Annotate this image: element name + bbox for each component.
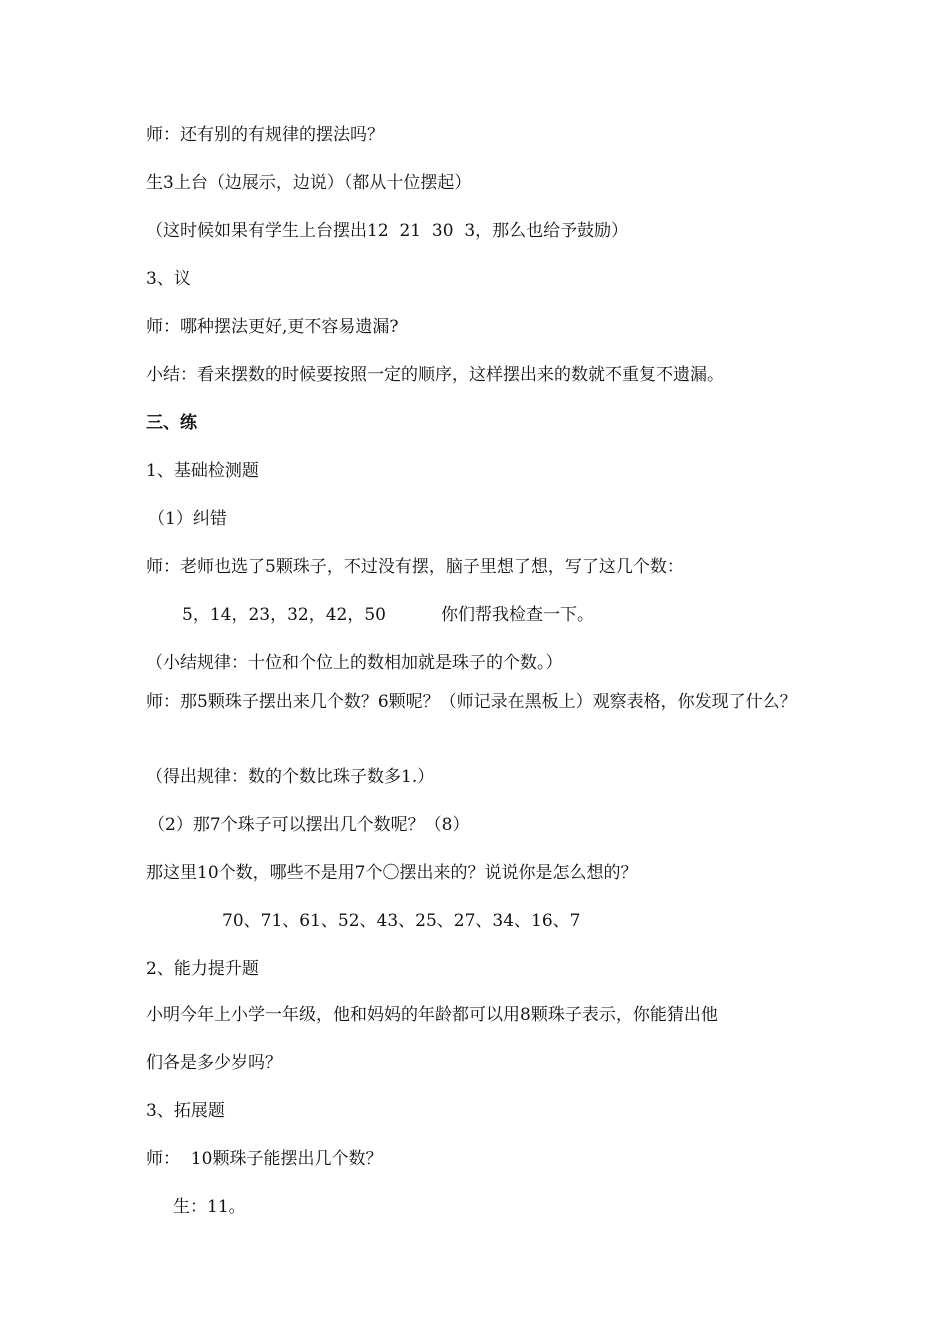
- section-practice-heading: 三、练: [146, 413, 197, 433]
- ability-heading: 2、能力提升题: [146, 959, 259, 979]
- encouragement-note: （这时候如果有学生上台摆出12 21 30 3，那么也给予鼓励）: [146, 221, 629, 241]
- teacher-five-beads: 师：老师也选了5颗珠子，不过没有摆，脑子里想了想，写了这几个数：: [146, 557, 684, 577]
- summary-digit-sum: （小结规律：十位和个位上的数相加就是珠子的个数。）: [146, 653, 563, 673]
- student-3-demonstration: 生3上台（边展示，边说）（都从十位摆起）: [146, 173, 472, 193]
- seven-beads-question: （2）那7个珠子可以摆出几个数呢？（8）: [148, 815, 470, 835]
- extension-heading: 3、拓展题: [146, 1101, 225, 1121]
- error-correction-heading: （1）纠错: [148, 509, 227, 529]
- xiaoming-problem-line-1: 小明今年上小学一年级，他和妈妈的年龄都可以用8颗珠子表示，你能猜出他: [146, 1005, 718, 1025]
- teacher-question-other-patterns: 师：还有别的有规律的摆法吗？: [146, 125, 384, 145]
- check-prompt: 你们帮我检查一下。: [441, 605, 594, 625]
- xiaoming-problem-line-2: 们各是多少岁吗？: [146, 1053, 282, 1073]
- ten-numbers-list: 70、71、61、52、43、25、27、34、16、7: [222, 911, 581, 931]
- section-discuss-heading: 3、议: [146, 269, 191, 289]
- basic-test-heading: 1、基础检测题: [146, 461, 259, 481]
- number-list-five-beads: 5，14，23，32，42，50: [182, 605, 386, 625]
- teacher-ten-beads: 师： 10颗珠子能摆出几个数？: [146, 1149, 383, 1169]
- rule-count-plus-one: （得出规律：数的个数比珠子数多1.）: [146, 767, 435, 787]
- summary-order: 小结：看来摆数的时候要按照一定的顺序，这样摆出来的数就不重复不遗漏。: [146, 365, 724, 385]
- teacher-table-question: 师：那5颗珠子摆出来几个数？6颗呢？（师记录在黑板上）观察表格，你发现了什么？: [146, 692, 797, 712]
- student-answer-eleven: 生：11。: [173, 1197, 246, 1217]
- ten-numbers-question: 那这里10个数，哪些不是用7个〇摆出来的？说说你是怎么想的？: [146, 863, 638, 883]
- teacher-question-better-method: 师：哪种摆法更好,更不容易遗漏?: [146, 317, 399, 337]
